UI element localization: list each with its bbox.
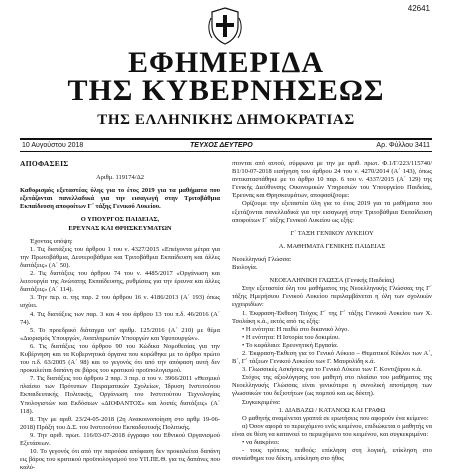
paragraph-3: 3. Την περ. α. της παρ. 2 του άρθρου 16 ν. 4186/2013 (Α΄ 193) όπως ισχύει.	[20, 294, 220, 310]
masthead-title-line1: ΕΦΗΜΕΡΙΔΑ	[127, 46, 325, 79]
paragraph-1: 1. Τις διατάξεις του άρθρου 1 του ν. 4327/2015 «Επείγοντα μέτρα για την Πρωτοβάθμια, Δευτεροβάθμια και Τριτοβάθμια Εκπαίδευση και άλλες διατάξεις» (Α΄ 50).	[20, 245, 220, 269]
subject-line-2: Βιολογία.	[232, 264, 258, 272]
issue-header-bar	[20, 138, 432, 152]
list-item-3: 3. Γλωσσικές Ασκήσεις για το Γενικό Λύκειο των Γ. Κοντιζάρου κ.ά.	[242, 366, 422, 374]
decision-title: Καθορισμός εξεταστέας ύλης για το έτος 2019 για τα μαθήματα που εξετάζονται πανελλαδικά για την εισαγωγή στην Τριτοβάθμια Εκπαίδευση αποφοίτων Γ΄ τάξης Γενικού Λυκείου.	[20, 187, 220, 211]
section-heading-decisions: ΑΠΟΦΑΣΕΙΣ	[20, 159, 69, 168]
list-item-1b: • Η ενότητα: Η Ιστορία του δοκιμίου.	[242, 333, 340, 341]
specifically-label: Συγκεκριμένα:	[242, 398, 281, 406]
masthead-title-line2: ΤΗΣ ΚΥΒΕΡΝΗΣΕΩΣ	[67, 74, 385, 107]
subject-line-1: Νεοελληνική Γλώσσα:	[232, 255, 292, 263]
section-1-a-dash2: - τους τρόπους πειθούς: επίκληση στη λογική, επίκληση στο συναίσθημα του δέκτη, επίκληση στο ήθος	[232, 447, 432, 463]
page-number: 42641	[407, 4, 430, 13]
goal-paragraph: Στόχος της αξιολόγησης του μαθητή στο πλαίσιο του μαθήματος της Νεοελληνικής Γλώσσας είναι γενικότερα η συνολική αποτίμηση των γλωσσικών του δεξιοτήτων (ως πομπού και ως δέκτη).	[232, 374, 432, 398]
issue-date: 10 Αυγούστου 2018	[22, 142, 84, 149]
greek-coat-of-arms-icon	[208, 6, 242, 46]
section-1-text: Ο μαθητής αναμένεται γραπτά σε ερωτήσεις που αφορούν ένα κείμενο:	[242, 414, 429, 422]
section-1-heading: 1. ΔΙΑΒΑΖΩ / ΚΑΤΑΝΟΩ ΚΑΙ ΓΡΑΦΩ	[278, 406, 386, 414]
left-column	[20, 160, 220, 472]
section-1-a: α) Όσον αφορά το περιεχόμενο ενός κειμένου, επιδιώκεται ο μαθητής να είναι σε θέση να κατανοεί το περιεχόμενο του κειμένου, και συγκεκριμένα:	[232, 422, 432, 438]
section-1-a-dash: • να διακρίνει:	[242, 439, 280, 446]
list-item-1c: • Το κεφάλαιο: Ερευνητική Εργασία.	[242, 341, 339, 349]
issue-sheet-number: Αρ. Φύλλου 3411	[376, 142, 430, 149]
list-item-2: 2. Έκφραση-Έκθεση για το Γενικό Λύκειο – Θεματικοί Κύκλοι των Α΄, Β΄, Γ΄ τάξεων Γενικού Λυκείου των Γ. Μαυρολίδη κ.ά.	[232, 349, 432, 366]
masthead-subtitle: ΤΗΣ ΕΛΛΗΝΙΚΗΣ ΔΗΜΟΚΡΑΤΙΑΣ	[97, 112, 355, 128]
paragraph-4: 4. Τις διατάξεις των παρ. 3 και 4 του άρθρου 13 του π.δ. 46/2016 (Α΄ 74).	[20, 310, 220, 326]
list-item-1a: • Η ενότητα: Η πειθώ στο δικανικό λόγο.	[242, 325, 349, 333]
considering-label: Έχοντας υπόψη:	[30, 237, 73, 245]
subject-intro: Στην εξεταστέα ύλη του μαθήματος της Νεοελληνικής Γλώσσας της Γ΄ τάξης Ημερήσιου Γενικού Λυκείου περιλαμβάνεται η ύλη των σχολικών εγχειριδίων:	[232, 285, 432, 309]
group-heading: Α. ΜΑΘΗΜΑΤΑ ΓΕΝΙΚΗΣ ΠΑΙΔΕΙΑΣ	[278, 242, 386, 250]
paragraph-5: 5. Το προεδρικό διάταγμα υπ' αριθμ. 125/2016 (Α΄ 210) με θέμα «Διορισμός Υπουργών, Αναπληρωτών Υπουργών και Υφυπουργών».	[20, 326, 220, 342]
paragraph-8: 8. Την με αριθ. 23/24-05-2018 (2η Ανακοινοποίηση στο αρθμ 19-06-2018) Πράξη του Δ.Σ. του Ινστιτούτου Εκπαιδευτικής Πολιτικής.	[20, 415, 220, 431]
paragraph-9: 9. Την αριθ. πρωτ. 116/03-07-2018 έγγραφο του Εθνικού Οργανισμού Εξετάσεων.	[20, 431, 220, 447]
authority-line-2: ΕΡΕΥΝΑΣ ΚΑΙ ΘΡΗΣΚΕΥΜΑΤΩΝ	[68, 224, 172, 232]
paragraph-6: 6. Τις διατάξεις του άρθρου 90 του Κώδικα Νομοθεσίας για την Κυβέρνηση και τα Κυβερνητικά όργανα που κυρώθηκε με το άρθρο πρώτο του π.δ. 63/2005 (Α΄ 98) και το γεγονός ότι από την απόφαση αυτή δεν προκαλείται δαπάνη σε βάρος του κρατικού προϋπολογισμού.	[20, 342, 220, 375]
right-column	[232, 160, 432, 463]
paragraph-2: 2. Τις διατάξεις του άρθρου 74 του ν. 4485/2017 «Οργάνωση και λειτουργία της Ανώτατης Εκπαίδευσης, ρυθμίσεις για την έρευνα και άλλες διατάξεις» (Α΄ 114).	[20, 270, 220, 294]
paragraph-continued: πτονται από αυτού, σύμφωνα με την με αριθ. πρωτ. Φ.1/Γ/223/115740/Β1/10-07-2018 εισήγηση του άρθρου 24 του ν. 4270/2014 (Α΄ 143), όπως αντικαταστάθηκε με το άρθρο 10 παρ. 6 του ν. 4337/2015 (Α΄ 129) της Γενικής Διεύθυνσης Οικονομικών Υπηρεσιών του Υπουργείου Παιδείας, Έρευνας και Θρησκευμάτων, αποφασίζουμε:	[232, 160, 432, 200]
subject-heading: ΝΕΟΕΛΛΗΝΙΚΗ ΓΛΩΣΣΑ (Γενικής Παιδείας)	[269, 277, 395, 285]
list-item-1: 1. Έκφραση-Έκθεση Τεύχος Γ΄ της Γ΄ τάξης Γενικού Λυκείου των Χ. Τσολάκη κ.ά., εκτός από τις εξής:	[232, 309, 432, 325]
decision-number: Αριθμ. 119174/Δ2	[95, 174, 145, 182]
paragraph-7: 7. Τις διατάξεις του άρθρου 2 παρ. 3 περ. α του ν. 3966/2011 «Θεσμικό πλαίσιο των Πρότυπων Πειραματικών Σχολείων, Ίδρυση Ινστιτούτου Εκπαιδευτικής Πολιτικής, Οργάνωση του Ινστιτούτου Τεχνολογίας Υπολογιστών και Εκδόσεων «ΔΙΟΦΑΝΤΟΣ» και λοιπές διατάξεις» (Α΄ 118).	[20, 375, 220, 415]
issue-series: ΤΕΥΧΟΣ ΔΕΥΤΕΡΟ	[190, 142, 253, 149]
grade-heading: Γ΄ ΤΑΞΗ ΓΕΝΙΚΟΥ ΛΥΚΕΙΟΥ	[290, 229, 374, 237]
paragraph-10: 10. Το γεγονός ότι από την παρούσα απόφαση δεν προκαλείται δαπάνη εις βάρος του κρατικού προϋπολογισμού του ΥΠ.ΠΕ.Θ. για τις δαπάνες που καλύ-	[20, 448, 220, 472]
decision-statement: Ορίζουμε την εξεταστέα ύλη για το έτος 2019 για τα μαθήματα που εξετάζονται πανελλαδικά για την εισαγωγή στην Τριτοβάθμια Εκπαίδευση αποφοίτων Γ΄ τάξης Γενικού Λυκείου ως εξής:	[232, 200, 432, 224]
authority-line-1: Ο ΥΠΟΥΡΓΟΣ ΠΑΙΔΕΙΑΣ,	[80, 216, 160, 224]
